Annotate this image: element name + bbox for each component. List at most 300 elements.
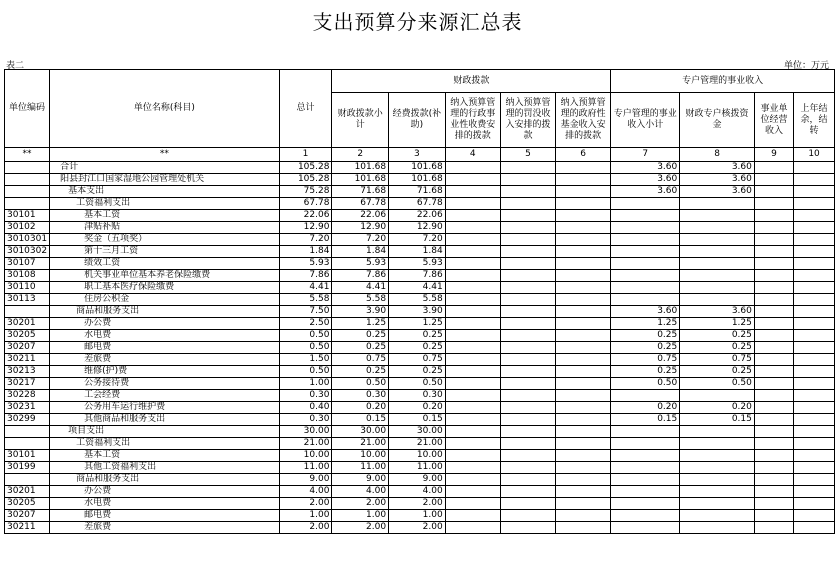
table-row bbox=[5, 222, 835, 234]
value-cell bbox=[556, 174, 611, 186]
table-row bbox=[5, 246, 835, 258]
value-cell: 67.78 bbox=[279, 198, 332, 210]
value-cell bbox=[794, 174, 835, 186]
value-cell bbox=[500, 186, 555, 198]
value-cell: 3.60 bbox=[680, 306, 755, 318]
value-cell bbox=[680, 282, 755, 294]
value-cell bbox=[500, 402, 555, 414]
unit-name-cell: 基本工资 bbox=[50, 210, 279, 222]
table-row bbox=[5, 390, 835, 402]
value-cell: 0.25 bbox=[680, 342, 755, 354]
value-cell bbox=[680, 294, 755, 306]
value-cell bbox=[500, 462, 555, 474]
value-cell bbox=[611, 210, 680, 222]
value-cell: 71.68 bbox=[332, 186, 389, 198]
value-cell bbox=[445, 402, 500, 414]
value-cell bbox=[556, 294, 611, 306]
value-cell bbox=[556, 306, 611, 318]
value-cell bbox=[500, 174, 555, 186]
value-cell: 3.60 bbox=[611, 162, 680, 174]
value-cell bbox=[754, 414, 793, 426]
value-cell: 0.25 bbox=[332, 366, 389, 378]
table-row bbox=[5, 354, 835, 366]
value-cell bbox=[445, 234, 500, 246]
value-cell bbox=[445, 306, 500, 318]
unit-code-cell: 30101 bbox=[5, 450, 50, 462]
value-cell bbox=[611, 294, 680, 306]
column-index-cell: 1 bbox=[279, 148, 332, 162]
column-index-cell: 10 bbox=[794, 148, 835, 162]
value-cell: 21.00 bbox=[332, 438, 389, 450]
unit-code-cell bbox=[5, 426, 50, 438]
value-cell bbox=[754, 486, 793, 498]
value-cell: 101.68 bbox=[389, 174, 446, 186]
value-cell: 0.25 bbox=[389, 330, 446, 342]
column-index-cell: 2 bbox=[332, 148, 389, 162]
value-cell bbox=[794, 222, 835, 234]
value-cell bbox=[794, 234, 835, 246]
value-cell bbox=[794, 450, 835, 462]
value-cell: 4.00 bbox=[389, 486, 446, 498]
value-cell: 0.50 bbox=[279, 342, 332, 354]
value-cell bbox=[754, 318, 793, 330]
value-cell: 30.00 bbox=[332, 426, 389, 438]
value-cell: 0.25 bbox=[611, 366, 680, 378]
table-number: 表二 bbox=[6, 61, 25, 71]
value-cell: 7.86 bbox=[389, 270, 446, 282]
value-cell: 4.00 bbox=[332, 486, 389, 498]
value-cell bbox=[500, 510, 555, 522]
value-cell: 3.90 bbox=[332, 306, 389, 318]
value-cell bbox=[445, 426, 500, 438]
value-cell bbox=[445, 222, 500, 234]
value-cell bbox=[611, 474, 680, 486]
value-cell: 2.00 bbox=[332, 522, 389, 534]
value-cell bbox=[794, 486, 835, 498]
unit-name-cell: 合计 bbox=[50, 162, 279, 174]
value-cell bbox=[754, 198, 793, 210]
value-cell bbox=[445, 486, 500, 498]
value-cell bbox=[500, 354, 555, 366]
value-cell: 4.41 bbox=[389, 282, 446, 294]
header-special-group: 专户管理的事业收入 bbox=[611, 70, 835, 93]
header-business-income: 事业单位经营收入 bbox=[754, 93, 793, 148]
value-cell: 0.15 bbox=[389, 414, 446, 426]
unit-code-cell: 30207 bbox=[5, 510, 50, 522]
value-cell: 0.75 bbox=[611, 354, 680, 366]
value-cell bbox=[794, 522, 835, 534]
value-cell: 2.00 bbox=[279, 498, 332, 510]
value-cell bbox=[611, 270, 680, 282]
value-cell: 101.68 bbox=[389, 162, 446, 174]
value-cell bbox=[754, 222, 793, 234]
value-cell bbox=[445, 378, 500, 390]
value-cell bbox=[556, 462, 611, 474]
value-cell: 2.00 bbox=[279, 522, 332, 534]
value-cell: 2.00 bbox=[332, 498, 389, 510]
value-cell bbox=[556, 318, 611, 330]
unit-code-cell bbox=[5, 306, 50, 318]
header-special-fiscal: 财政专户核拨资金 bbox=[680, 93, 755, 148]
value-cell: 0.50 bbox=[680, 378, 755, 390]
column-index-cell: 7 bbox=[611, 148, 680, 162]
value-cell bbox=[754, 450, 793, 462]
unit-name-cell: 基本支出 bbox=[50, 186, 279, 198]
value-cell: 9.00 bbox=[332, 474, 389, 486]
value-cell bbox=[794, 306, 835, 318]
value-cell bbox=[611, 462, 680, 474]
value-cell: 7.86 bbox=[279, 270, 332, 282]
value-cell bbox=[794, 462, 835, 474]
table-row bbox=[5, 174, 835, 186]
value-cell: 21.00 bbox=[389, 438, 446, 450]
value-cell: 10.00 bbox=[332, 450, 389, 462]
value-cell bbox=[556, 474, 611, 486]
value-cell: 9.00 bbox=[279, 474, 332, 486]
unit-name-cell: 职工基本医疗保险缴费 bbox=[50, 282, 279, 294]
value-cell: 2.00 bbox=[389, 498, 446, 510]
value-cell bbox=[794, 438, 835, 450]
value-cell bbox=[794, 294, 835, 306]
value-cell bbox=[611, 258, 680, 270]
value-cell: 101.68 bbox=[332, 174, 389, 186]
value-cell: 1.84 bbox=[279, 246, 332, 258]
value-cell bbox=[500, 234, 555, 246]
value-cell bbox=[794, 426, 835, 438]
value-cell bbox=[445, 366, 500, 378]
value-cell: 22.06 bbox=[279, 210, 332, 222]
value-cell: 71.68 bbox=[389, 186, 446, 198]
value-cell: 0.75 bbox=[389, 354, 446, 366]
value-cell: 0.30 bbox=[279, 390, 332, 402]
value-cell bbox=[556, 162, 611, 174]
value-cell bbox=[754, 402, 793, 414]
value-cell bbox=[445, 438, 500, 450]
value-cell: 3.60 bbox=[680, 162, 755, 174]
value-cell: 3.90 bbox=[389, 306, 446, 318]
value-cell bbox=[611, 522, 680, 534]
table-row bbox=[5, 438, 835, 450]
unit-name-cell: 其他工资福利支出 bbox=[50, 462, 279, 474]
value-cell: 5.58 bbox=[279, 294, 332, 306]
column-index-cell: ** bbox=[50, 148, 279, 162]
value-cell: 105.28 bbox=[279, 162, 332, 174]
unit-code-cell bbox=[5, 186, 50, 198]
value-cell bbox=[754, 438, 793, 450]
value-cell bbox=[754, 522, 793, 534]
value-cell bbox=[500, 450, 555, 462]
value-cell bbox=[556, 270, 611, 282]
value-cell: 12.90 bbox=[279, 222, 332, 234]
value-cell: 0.25 bbox=[611, 342, 680, 354]
value-cell: 0.30 bbox=[389, 390, 446, 402]
unit-name-cell: 公务接待费 bbox=[50, 378, 279, 390]
value-cell: 0.75 bbox=[680, 354, 755, 366]
value-cell bbox=[556, 186, 611, 198]
value-cell bbox=[754, 330, 793, 342]
value-cell bbox=[754, 510, 793, 522]
value-cell bbox=[556, 258, 611, 270]
value-cell: 0.20 bbox=[332, 402, 389, 414]
table-row bbox=[5, 522, 835, 534]
value-cell: 67.78 bbox=[332, 198, 389, 210]
value-cell: 22.06 bbox=[389, 210, 446, 222]
value-cell bbox=[754, 378, 793, 390]
value-cell bbox=[500, 522, 555, 534]
value-cell bbox=[556, 342, 611, 354]
value-cell: 105.28 bbox=[279, 174, 332, 186]
value-cell bbox=[680, 522, 755, 534]
unit-code-cell: 30108 bbox=[5, 270, 50, 282]
unit-name-cell: 第十三月工资 bbox=[50, 246, 279, 258]
unit-code-cell: 30205 bbox=[5, 498, 50, 510]
table-row bbox=[5, 210, 835, 222]
value-cell: 5.58 bbox=[332, 294, 389, 306]
value-cell bbox=[680, 270, 755, 282]
column-index-cell: 9 bbox=[754, 148, 793, 162]
header-fiscal-group: 财政拨款 bbox=[332, 70, 611, 93]
value-cell bbox=[500, 258, 555, 270]
value-cell bbox=[500, 498, 555, 510]
value-cell bbox=[680, 498, 755, 510]
value-cell bbox=[500, 294, 555, 306]
value-cell bbox=[500, 210, 555, 222]
unit-code-cell: 30211 bbox=[5, 522, 50, 534]
value-cell bbox=[754, 474, 793, 486]
unit-name-cell: 奖金（五项奖） bbox=[50, 234, 279, 246]
value-cell bbox=[680, 390, 755, 402]
value-cell bbox=[794, 198, 835, 210]
value-cell bbox=[556, 414, 611, 426]
value-cell bbox=[754, 498, 793, 510]
value-cell bbox=[680, 258, 755, 270]
value-cell: 1.00 bbox=[279, 510, 332, 522]
value-cell bbox=[556, 366, 611, 378]
value-cell: 0.50 bbox=[279, 366, 332, 378]
value-cell: 5.93 bbox=[279, 258, 332, 270]
value-cell bbox=[611, 486, 680, 498]
table-row bbox=[5, 330, 835, 342]
value-cell bbox=[445, 414, 500, 426]
column-index-cell: 5 bbox=[500, 148, 555, 162]
value-cell bbox=[680, 426, 755, 438]
unit-code-cell bbox=[5, 474, 50, 486]
value-cell bbox=[556, 486, 611, 498]
value-cell: 0.50 bbox=[611, 378, 680, 390]
column-index-cell: 3 bbox=[389, 148, 446, 162]
value-cell: 4.41 bbox=[332, 282, 389, 294]
value-cell bbox=[445, 318, 500, 330]
value-cell bbox=[794, 330, 835, 342]
table-row bbox=[5, 306, 835, 318]
header-unit-code: 单位编码 bbox=[5, 70, 50, 148]
value-cell: 0.30 bbox=[332, 390, 389, 402]
value-cell: 9.00 bbox=[389, 474, 446, 486]
value-cell bbox=[794, 354, 835, 366]
value-cell: 5.93 bbox=[332, 258, 389, 270]
unit-name-cell: 工资福利支出 bbox=[50, 438, 279, 450]
value-cell bbox=[556, 222, 611, 234]
value-cell: 75.28 bbox=[279, 186, 332, 198]
value-cell bbox=[754, 306, 793, 318]
value-cell bbox=[754, 342, 793, 354]
header-carryover: 上年结余，结转 bbox=[794, 93, 835, 148]
table-row bbox=[5, 234, 835, 246]
value-cell bbox=[445, 210, 500, 222]
value-cell bbox=[445, 330, 500, 342]
value-cell bbox=[445, 246, 500, 258]
value-cell bbox=[680, 450, 755, 462]
value-cell bbox=[680, 222, 755, 234]
value-cell: 0.25 bbox=[611, 330, 680, 342]
table-row bbox=[5, 270, 835, 282]
value-cell bbox=[754, 462, 793, 474]
value-cell bbox=[500, 390, 555, 402]
unit-name-cell: 其他商品和服务支出 bbox=[50, 414, 279, 426]
table-row bbox=[5, 162, 835, 174]
table-row bbox=[5, 450, 835, 462]
value-cell bbox=[680, 462, 755, 474]
value-cell bbox=[794, 258, 835, 270]
table-row bbox=[5, 342, 835, 354]
value-cell: 0.15 bbox=[332, 414, 389, 426]
value-cell bbox=[556, 510, 611, 522]
value-cell bbox=[500, 366, 555, 378]
value-cell bbox=[794, 282, 835, 294]
table-row bbox=[5, 486, 835, 498]
table-row bbox=[5, 318, 835, 330]
column-index-cell: ** bbox=[5, 148, 50, 162]
table-row bbox=[5, 294, 835, 306]
value-cell: 0.40 bbox=[279, 402, 332, 414]
value-cell bbox=[556, 198, 611, 210]
unit-code-cell: 30199 bbox=[5, 462, 50, 474]
unit-code-cell: 30299 bbox=[5, 414, 50, 426]
value-cell bbox=[445, 282, 500, 294]
unit-code-cell: 3010301 bbox=[5, 234, 50, 246]
value-cell bbox=[500, 438, 555, 450]
value-cell bbox=[445, 498, 500, 510]
budget-table bbox=[4, 69, 835, 534]
value-cell: 1.50 bbox=[279, 354, 332, 366]
value-cell bbox=[445, 294, 500, 306]
value-cell bbox=[500, 222, 555, 234]
unit-label: 单位：万元 bbox=[783, 61, 829, 71]
value-cell bbox=[500, 282, 555, 294]
value-cell bbox=[794, 474, 835, 486]
value-cell bbox=[794, 498, 835, 510]
value-cell bbox=[445, 474, 500, 486]
unit-code-cell: 30101 bbox=[5, 210, 50, 222]
unit-name-cell: 津贴补贴 bbox=[50, 222, 279, 234]
value-cell bbox=[680, 474, 755, 486]
value-cell bbox=[500, 426, 555, 438]
value-cell bbox=[680, 510, 755, 522]
value-cell: 0.50 bbox=[332, 378, 389, 390]
value-cell: 4.00 bbox=[279, 486, 332, 498]
unit-name-cell: 差旅费 bbox=[50, 522, 279, 534]
value-cell bbox=[445, 174, 500, 186]
value-cell bbox=[794, 210, 835, 222]
unit-code-cell: 30110 bbox=[5, 282, 50, 294]
value-cell: 0.25 bbox=[680, 366, 755, 378]
table-row bbox=[5, 366, 835, 378]
value-cell bbox=[754, 162, 793, 174]
value-cell: 5.93 bbox=[389, 258, 446, 270]
value-cell bbox=[556, 234, 611, 246]
unit-code-cell: 30201 bbox=[5, 486, 50, 498]
value-cell bbox=[500, 306, 555, 318]
value-cell bbox=[445, 186, 500, 198]
value-cell bbox=[754, 234, 793, 246]
value-cell bbox=[754, 210, 793, 222]
value-cell: 0.20 bbox=[611, 402, 680, 414]
value-cell bbox=[445, 354, 500, 366]
value-cell bbox=[611, 222, 680, 234]
unit-name-cell: 办公费 bbox=[50, 318, 279, 330]
value-cell: 3.60 bbox=[611, 306, 680, 318]
value-cell: 1.00 bbox=[332, 510, 389, 522]
unit-code-cell: 3010302 bbox=[5, 246, 50, 258]
unit-name-cell: 工会经费 bbox=[50, 390, 279, 402]
value-cell bbox=[556, 210, 611, 222]
value-cell bbox=[611, 498, 680, 510]
value-cell: 0.25 bbox=[332, 342, 389, 354]
unit-name-cell: 邮电费 bbox=[50, 510, 279, 522]
value-cell: 0.25 bbox=[332, 330, 389, 342]
unit-code-cell: 30228 bbox=[5, 390, 50, 402]
value-cell bbox=[500, 342, 555, 354]
table-row bbox=[5, 282, 835, 294]
column-index-cell: 4 bbox=[445, 148, 500, 162]
value-cell bbox=[680, 234, 755, 246]
value-cell: 0.25 bbox=[389, 342, 446, 354]
unit-name-cell: 工资福利支出 bbox=[50, 198, 279, 210]
value-cell: 0.25 bbox=[680, 330, 755, 342]
value-cell: 0.50 bbox=[389, 378, 446, 390]
value-cell: 3.60 bbox=[611, 174, 680, 186]
value-cell bbox=[556, 438, 611, 450]
value-cell bbox=[500, 378, 555, 390]
unit-code-cell: 30205 bbox=[5, 330, 50, 342]
value-cell bbox=[556, 426, 611, 438]
unit-code-cell: 30201 bbox=[5, 318, 50, 330]
value-cell bbox=[611, 246, 680, 258]
value-cell: 3.60 bbox=[680, 186, 755, 198]
value-cell bbox=[754, 282, 793, 294]
unit-code-cell bbox=[5, 198, 50, 210]
value-cell bbox=[754, 354, 793, 366]
value-cell: 11.00 bbox=[332, 462, 389, 474]
value-cell bbox=[500, 414, 555, 426]
value-cell bbox=[754, 258, 793, 270]
value-cell: 2.00 bbox=[389, 522, 446, 534]
value-cell bbox=[445, 342, 500, 354]
value-cell bbox=[445, 522, 500, 534]
value-cell bbox=[500, 318, 555, 330]
unit-name-cell: 绩效工资 bbox=[50, 258, 279, 270]
unit-name-cell: 阳县封江口国家湿地公园管理处机关 bbox=[50, 174, 279, 186]
value-cell: 12.90 bbox=[332, 222, 389, 234]
unit-code-cell bbox=[5, 162, 50, 174]
value-cell bbox=[556, 450, 611, 462]
value-cell bbox=[500, 486, 555, 498]
unit-code-cell bbox=[5, 438, 50, 450]
value-cell bbox=[556, 282, 611, 294]
value-cell bbox=[556, 498, 611, 510]
table-row bbox=[5, 378, 835, 390]
value-cell bbox=[445, 270, 500, 282]
